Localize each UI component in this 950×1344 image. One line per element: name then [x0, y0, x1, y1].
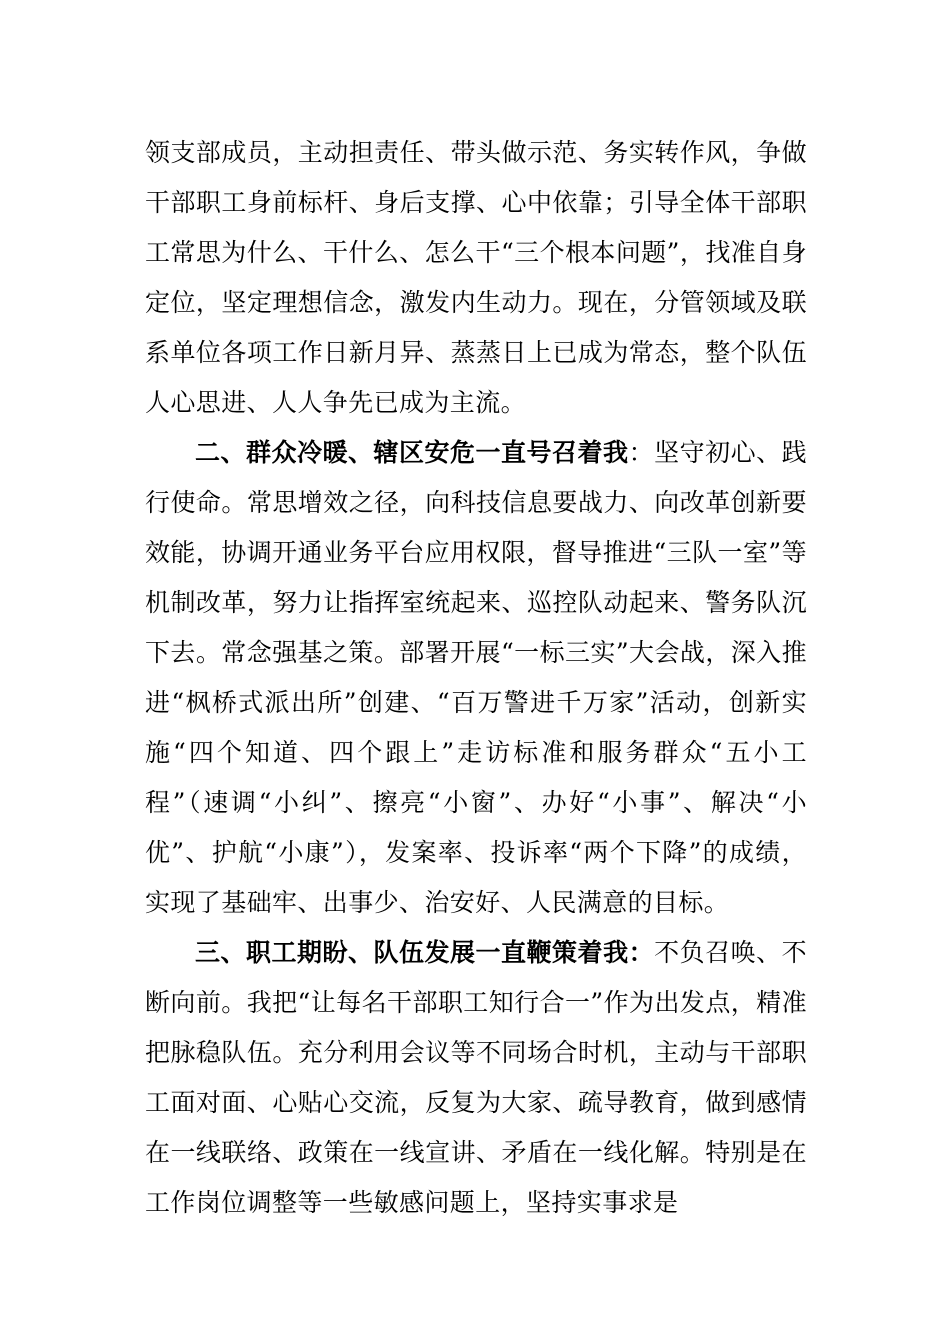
paragraph-section-three — [145, 928, 807, 1228]
document-page — [145, 128, 807, 1228]
paragraph-continuation — [145, 128, 807, 428]
section-heading: 二、群众冷暖、辖区安危一直号召着我 — [195, 438, 629, 467]
paragraph-section-two — [145, 428, 807, 928]
section-heading: 三、职工期盼、队伍发展一直鞭策着我： — [195, 938, 655, 967]
paragraph-text: ：坚守初心、践行使命。常思增效之径，向科技信息要战力、向改革创新要效能，协调开通业务平台应用权限，督导推进“三队一室”等机制改革，努力让指挥室统起来、巡控队动起来、警务队沉下去。常念强基之策。部署开展“一标三实”大会战，深入推进“枫桥式派出所”创建、“百万警进千万家”活动，创新实施“四个知道、四个跟上”走访标准和服务群众“五小工程”（速调“小纠”、擦亮“小窗”、办好“小事”、解决“小优”、护航“小康”），发案率、投诉率“两个下降”的成绩，实现了基础牢、出事少、治安好、人民满意的目标。 — [145, 438, 807, 917]
paragraph-text: 不负召唤、不断向前。我把“让每名干部职工知行合一”作为出发点，精准把脉稳队伍。充分利用会议等不同场合时机，主动与干部职工面对面、心贴心交流，反复为大家、疏导教育，做到感情在一线联络、政策在一线宣讲、矛盾在一线化解。特别是在工作岗位调整等一些敏感问题上，坚持实事求是 — [145, 938, 807, 1217]
paragraph-text: 领支部成员，主动担责任、带头做示范、务实转作风，争做干部职工身前标杆、身后支撑、心中依靠；引导全体干部职工常思为什么、干什么、怎么干“三个根本问题”，找准自身定位，坚定理想信念，激发内生动力。现在，分管领域及联系单位各项工作日新月异、蒸蒸日上已成为常态，整个队伍人心思进、人人争先已成为主流。 — [145, 138, 807, 417]
